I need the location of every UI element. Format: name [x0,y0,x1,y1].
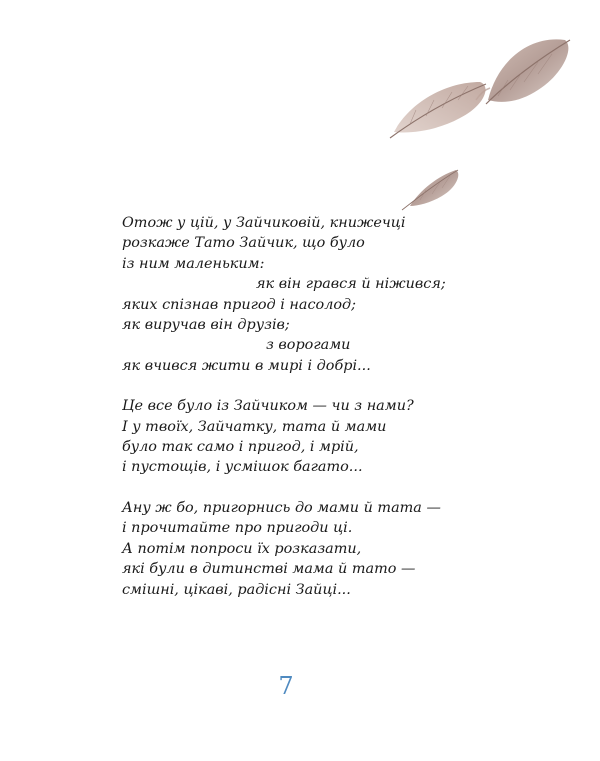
poem-line: Ану ж бо, пригорнись до мами й тата — [122,499,441,516]
poem-line: і прочитайте про пригоди ці. [122,520,353,537]
poem-line: яких спізнав пригод і насолод; [122,296,357,313]
poem-line: які були в дитинстві мама й тато — [122,561,416,578]
poem-line: смішні, цікаві, радісні Зайці... [122,581,351,598]
poem [122,213,462,620]
poem-line: як він грався й ніжився; [256,276,446,293]
poem-line: з ворогами [266,337,351,354]
poem-stanza-1 [122,213,462,376]
poem-line: як вчився жити в мирі і добрі... [122,357,371,374]
poem-line: і пустощів, і усмішок багато... [122,459,363,476]
poem-stanza-2 [122,396,462,478]
poem-line: І у твоїх, Зайчатку, тата й мами [122,418,387,435]
poem-line: розкаже Тато Зайчик, що було [122,235,365,252]
feather-small-icon [402,170,458,210]
page-number: 7 [278,672,294,700]
poem-line: Це все було із Зайчиком — чи з нами? [122,398,414,415]
poem-line: було так само і пригод, і мрій, [122,439,359,456]
feathers-illustration [380,20,580,220]
poem-stanza-3 [122,498,462,600]
feather-large-icon [476,39,570,104]
poem-line: як виручав він друзів; [122,317,290,334]
poem-line: із ним маленьким: [122,255,265,272]
poem-line: А потім попроси їх розказати, [122,540,362,557]
poem-line: Отож у цій, у Зайчиковій, книжечці [122,215,406,231]
feather-medium-icon [390,82,486,138]
